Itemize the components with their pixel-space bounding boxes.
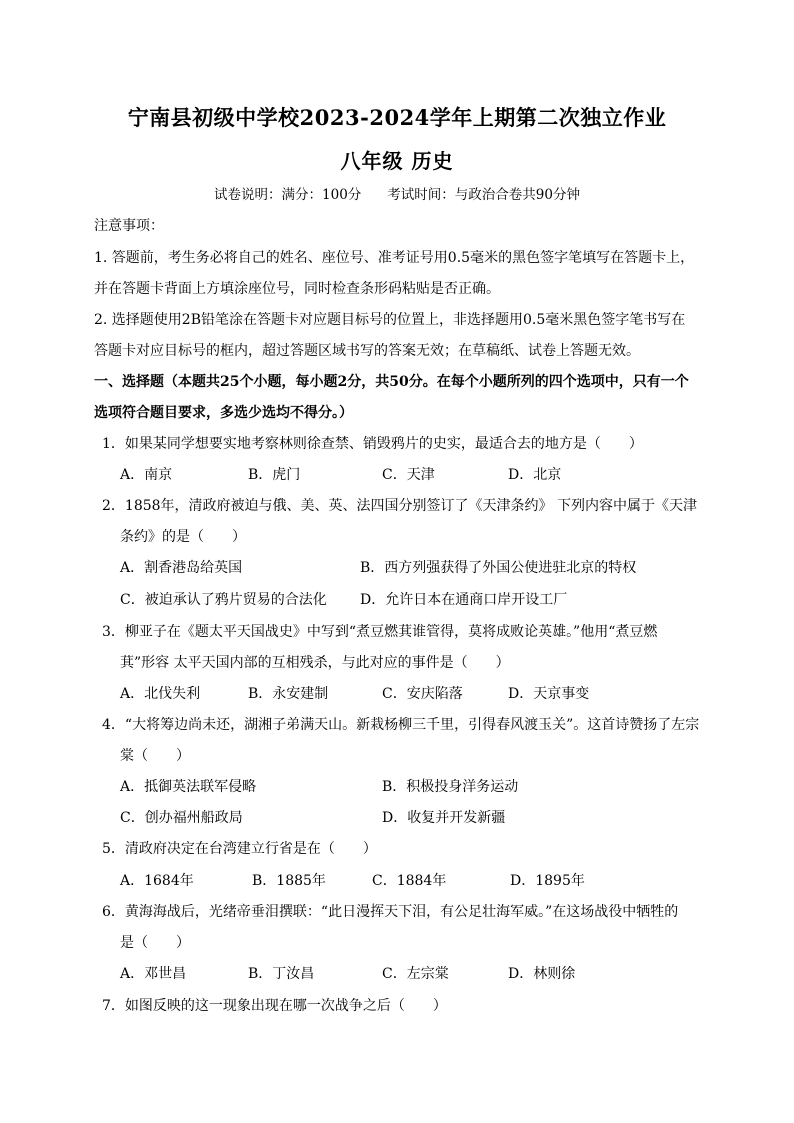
- notes-item2-line2: 答题卡对应目标号的框内，超过答题区域书写的答案无效；在草稿纸、试卷上答题无效。: [94, 343, 640, 359]
- question-4-option-a: A．抵御英法联军侵略: [120, 779, 257, 795]
- question-3-stem-line1: 3．柳亚子在《题太平天国战史》中写到“煮豆燃萁谁管得，莫将成败论英雄。”他用“煮豆燃: [102, 624, 658, 640]
- question-2-option-c: C．被迫承认了鸦片贸易的合法化: [120, 592, 327, 608]
- notes-item1-line2: 并在答题卡背面上方填涂座位号，同时检查条形码粘贴是否正确。: [94, 281, 500, 297]
- question-6-option-b: B．丁汝昌: [248, 966, 315, 982]
- question-4-stem-line2: 棠（ ）: [120, 748, 190, 764]
- exam-score-info: 试卷说明：满分：100分: [214, 187, 362, 203]
- question-5-stem: 5．清政府决定在台湾建立行省是在（ ）: [102, 841, 377, 857]
- question-2-option-d: D．允许日本在通商口岸开设工厂: [360, 592, 568, 608]
- question-6-stem-line2: 是（ ）: [120, 935, 190, 951]
- question-4-option-c: C．创办福州船政局: [120, 810, 243, 826]
- question-4-option-d: D．收复并开发新疆: [382, 810, 506, 826]
- question-6-option-d: D．林则徐: [508, 966, 576, 982]
- question-6-stem-line1: 6．黄海海战后，光绪帝垂泪撰联：“此日漫挥天下泪，有公足壮海军威。”在这场战役中牺牲的: [102, 904, 679, 920]
- exam-subtitle: 八年级 历史: [340, 149, 454, 173]
- question-2-stem-line1: 2．1858年，清政府被迫与俄、美、英、法四国分别签订了《天津条约》 下列内容中属于《天津: [102, 498, 697, 514]
- question-6-option-a: A．邓世昌: [120, 966, 187, 982]
- question-4-option-b: B．积极投身洋务运动: [382, 779, 519, 795]
- question-1-option-b: B．虎门: [248, 467, 301, 483]
- question-7-stem: 7．如图反映的这一现象出现在哪一次战争之后（ ）: [102, 998, 447, 1014]
- question-3-option-c: C．安庆陷落: [382, 686, 463, 702]
- question-5-option-d: D．1895年: [510, 873, 585, 889]
- question-4-stem-line1: 4．“大将筹边尚未还，湖湘子弟满天山。新栽杨柳三千里，引得春风渡玉关”。这首诗赞扬了左宗: [102, 717, 700, 733]
- question-1-stem: 1．如果某同学想要实地考察林则徐查禁、销毁鸦片的史实，最适合去的地方是（ ）: [102, 436, 643, 452]
- question-6-option-c: C．左宗棠: [382, 966, 449, 982]
- section1-heading-line2: 选项符合题目要求，多选少选均不得分。）: [94, 405, 353, 421]
- question-5-option-a: A．1684年: [120, 873, 194, 889]
- exam-time-info: 考试时间：与政治合卷共90分钟: [387, 187, 580, 203]
- question-5-option-b: B．1885年: [252, 873, 326, 889]
- question-1-option-a: A．南京: [120, 467, 173, 483]
- question-2-stem-line2: 条约》的是（ ）: [120, 529, 246, 545]
- question-2-option-a: A．割香港岛给英国: [120, 560, 243, 576]
- question-3-option-d: D．天京事变: [508, 686, 590, 702]
- question-1-option-c: C．天津: [382, 467, 435, 483]
- exam-info: [0, 183, 794, 203]
- exam-title: 宁南县初级中学校2023-2024学年上期第二次独立作业: [127, 105, 667, 130]
- question-3-option-b: B．永安建制: [248, 686, 329, 702]
- question-5-option-c: C．1884年: [372, 873, 447, 889]
- question-3-option-a: A．北伐失利: [120, 686, 201, 702]
- notes-item1-line1: 1. 答题前，考生务必将自己的姓名、座位号、准考证号用0.5毫米的黑色签字笔填写在答题卡上，: [94, 250, 695, 266]
- section1-heading-line1: 一、选择题（本题共25个小题，每小题2分，共50分。在每个小题所列的四个选项中，只有一个: [94, 374, 689, 390]
- question-3-stem-line2: 萁”形容 太平天国内部的互相残杀，与此对应的事件是（ ）: [120, 655, 510, 671]
- question-2-option-b: B．西方列强获得了外国公使进驻北京的特权: [360, 560, 637, 576]
- notes-item2-line1: 2. 选择题使用2B铅笔涂在答题卡对应题目标号的位置上，非选择题用0.5毫米黑色签字笔书写在: [94, 312, 686, 328]
- question-1-option-d: D．北京: [508, 467, 562, 483]
- notes-heading: 注意事项：: [94, 218, 164, 234]
